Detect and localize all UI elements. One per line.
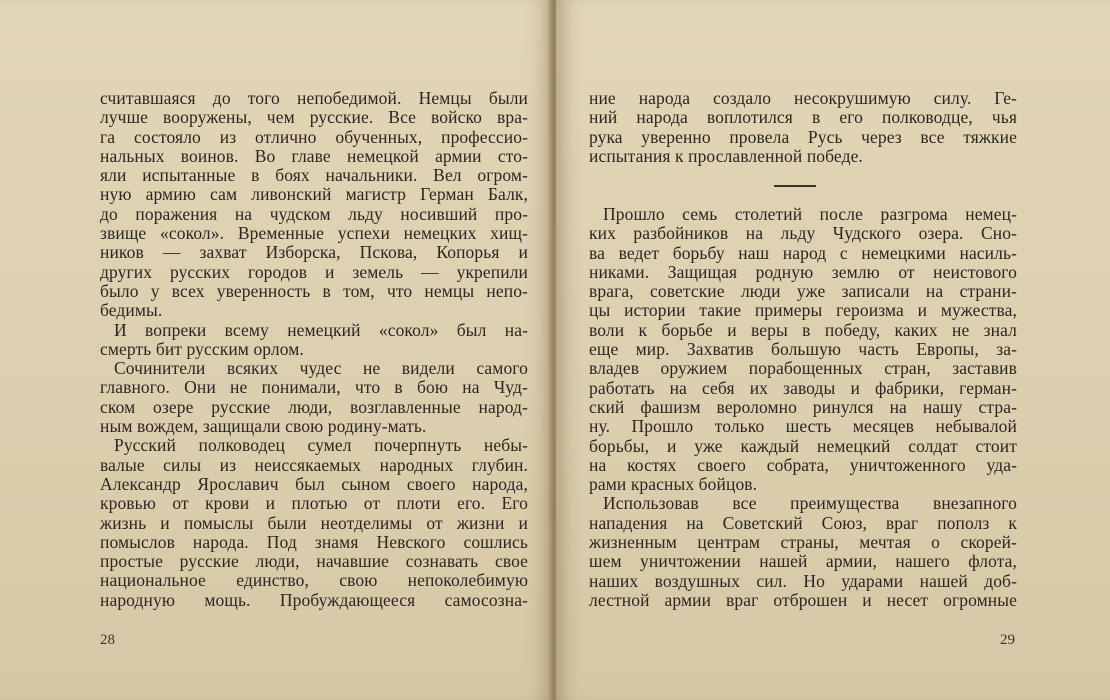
page-number-right: 29 [1000,632,1015,648]
text-line: помыслов народа. Под знамя Невского сошлись [100,531,528,552]
page-number-left: 28 [100,632,115,648]
text-line: считавшаяся до того непобедимой. Немцы были [100,88,528,108]
text-line: ский фашизм вероломно ринулся на нашу стра- [589,396,1017,417]
text-line: борьбы, и уже каждый немецкий солдат стоит [589,435,1017,456]
text-line: ным вождем, защищали свою родину-мать. [100,416,427,437]
text-line: владев оружием порабощенных стран, заставив [589,358,1017,379]
text-line: ких разбойников на льду Чудского озера. Сно- [589,223,1017,244]
right-page-text-top [589,89,1017,166]
text-line: рука уверенно провела Русь через все тяжкие [589,126,1017,147]
text-line: никами. Защищая родную землю от неистового [589,261,1017,282]
text-line: нападения на Советский Союз, враг пополз к [589,512,1017,533]
text-line: Русский полководец сумел почерпнуть небы- [114,435,528,456]
text-line: работать на себя их заводы и фабрики, герман- [589,377,1017,398]
text-line: звище «сокол». Временные успехи немецких хищ- [100,223,528,244]
text-line: ную армию сам ливонский магистр Герман Балк, [100,184,528,205]
text-line: до поражения на чудском льду носивший про- [100,203,528,224]
text-line: Прошло семь столетий после разгрома немец- [603,204,1017,224]
text-line: ну. Прошло только шесть месяцев небывалой [589,416,1017,437]
text-line: Сочинители всяких чудес не видели самого [114,358,528,379]
text-line: главного. Они не понимали, что в бою на Чуд- [100,377,528,398]
text-line: народную мощь. Пробуждающееся самосозна- [100,589,528,610]
text-line: других русских городов и земель — укрепили [100,261,528,282]
text-line: жизнь и помыслы были неотделимы от жизни и [100,512,528,533]
text-line: ний народа воплотился в его полководце, чья [589,107,1017,128]
text-line: И вопреки всему немецкий «сокол» был на- [114,319,528,340]
text-line: смерть бит русским орлом. [100,338,304,359]
text-line: кровью от крови и плотью от плоти его. Его [100,493,528,514]
text-line: лучше вооружены, чем русские. Все войско вра- [100,107,528,128]
text-line: бедимы. [100,300,163,321]
text-line: простые русские люди, начавшие сознавать свое [100,551,528,572]
section-divider [774,185,816,187]
text-line: цы истории такие примеры героизма и мужества, [589,300,1017,321]
text-line: было у всех уверенность в том, что немцы непо- [100,280,528,301]
text-line: нальных воинов. Во главе немецкой армии сто- [100,145,528,166]
text-line: испытания к прославленной победе. [589,145,863,166]
text-line: врага, советские люди уже записали на страни- [589,281,1017,302]
text-line: на костях своего собрата, уничтоженного уда- [589,454,1017,475]
right-page [556,0,1110,700]
text-line: ние народа создало несокрушимую силу. Ге- [589,88,1017,108]
text-line: рами красных бойцов. [589,474,758,495]
text-line: наших воздушных сил. Но ударами нашей доб- [589,570,1017,591]
text-line: лестной армии враг отброшен и несет огромные [589,589,1017,610]
text-line: ском озере русские люди, возглавленные народ- [100,396,528,417]
text-line: валые силы из неиссякаемых народных глубин. [100,454,528,475]
right-page-text-bottom [589,205,1017,610]
text-line: воли к борьбе и веры в победу, каких не знал [589,319,1017,340]
text-line: ва ведет борьбу наш народ с немецкими насиль- [589,242,1017,263]
text-line: национальное единство, свою непоколебимую [100,570,528,591]
text-line: еще мир. Захватив большую часть Европы, за- [589,339,1017,360]
left-page-text [100,89,528,610]
text-line: яли испытанные в боях начальники. Вел огром- [100,165,528,186]
text-line: шем уничтожении нашей армии, нашего флота, [589,551,1017,572]
text-line: Использовав все преимущества внезапного [603,493,1017,514]
text-line: га состояло из отлично обученных, профессио- [100,126,528,147]
text-line: ников — захват Изборска, Пскова, Копорья и [100,242,528,263]
text-line: Александр Ярославич был сыном своего народа, [100,473,528,494]
left-page [0,0,552,700]
text-line: жизненным центрам страны, мечтая о скорей- [589,532,1017,553]
